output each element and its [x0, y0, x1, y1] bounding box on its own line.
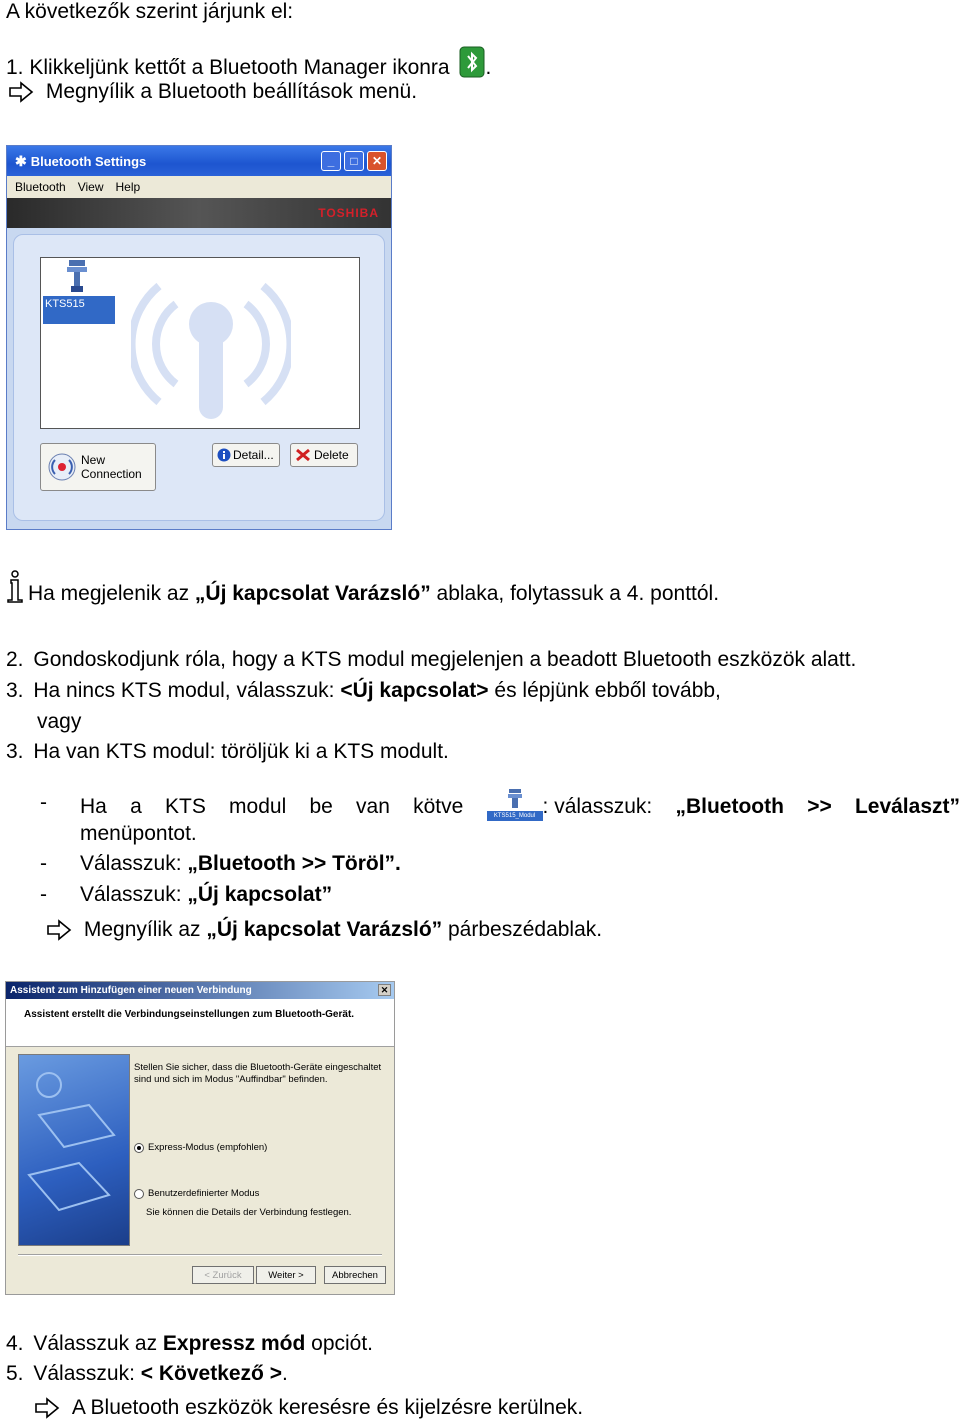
bullet3-pre: Válasszuk:	[80, 883, 188, 906]
bluetooth-icon: ✱	[15, 152, 27, 169]
bullets-result-bold: „Új kapcsolat Varázsló”	[206, 918, 443, 941]
radio-custom-label: Benutzerdefinierter Modus	[148, 1188, 260, 1199]
bullet1-after: : válasszuk:	[542, 795, 653, 818]
radio-express-mode[interactable]	[134, 1142, 267, 1153]
result-arrow-icon	[46, 919, 72, 941]
bullet1-word: be	[309, 795, 333, 818]
bullet1-line2: menüpontot.	[80, 822, 197, 845]
wizard-illustration	[18, 1054, 130, 1246]
step4-bold: Expressz mód	[162, 1332, 306, 1355]
bullet3-bold: „Új kapcsolat”	[187, 883, 333, 906]
step5-pre: Válasszuk:	[33, 1362, 141, 1385]
wizard-title: Assistent zum Hinzufügen einer neuen Verbindung	[10, 985, 252, 996]
info-icon	[217, 448, 231, 462]
step2-number: 2.	[6, 648, 24, 671]
menu-view[interactable]: View	[77, 180, 104, 194]
wizard-title-bar[interactable]	[6, 982, 394, 999]
device-item-kts515[interactable]: KTS515	[43, 296, 115, 324]
new-connection-icon	[47, 452, 77, 482]
bullet2-dash: -	[40, 852, 47, 875]
step1-result	[8, 80, 417, 104]
step4-pre: Válasszuk az	[33, 1332, 163, 1355]
step3b	[6, 740, 449, 764]
step3a-pre: Ha nincs KTS modul, válasszuk:	[33, 679, 341, 702]
intro-text: A következők szerint járjunk el:	[6, 0, 294, 23]
step3b-text: Ha van KTS modul: töröljük ki a KTS modult.	[33, 740, 449, 763]
bullet1-word: Ha	[80, 795, 107, 818]
step3a-number: 3.	[6, 679, 24, 702]
bullets-result	[46, 918, 602, 942]
bullet2	[80, 852, 401, 876]
bullet1-word: modul	[229, 795, 287, 818]
wizard-header: Assistent erstellt die Verbindungseinstellungen zum Bluetooth-Gerät.	[6, 999, 394, 1047]
menu-help[interactable]: Help	[115, 180, 141, 194]
step2	[6, 648, 856, 672]
step1-text: Klikkeljünk kettőt a Bluetooth Manager ikonra	[29, 56, 450, 79]
bullet1-word: KTS	[164, 795, 206, 818]
result-arrow-icon	[8, 81, 34, 103]
bt-menubar	[7, 176, 391, 198]
bullet3-dash: -	[40, 883, 47, 906]
info-note-icon	[6, 570, 28, 604]
note	[6, 570, 719, 606]
bullet1-bold-1: „Bluetooth	[675, 795, 784, 818]
toshiba-logo: TOSHIBA	[318, 206, 379, 220]
step1-suffix: .	[485, 56, 492, 79]
kts-device-icon	[65, 260, 89, 294]
bt-title-bar[interactable]	[7, 146, 391, 176]
bluetooth-settings-window	[6, 145, 392, 530]
wizard-separator	[18, 1254, 382, 1256]
step1-number: 1.	[6, 56, 24, 79]
step3b-number: 3.	[6, 740, 24, 763]
step3a-bold: <Új kapcsolat>	[340, 679, 489, 702]
delete-button[interactable]	[290, 443, 358, 467]
step4-post: opciót.	[305, 1332, 374, 1355]
step3a-line2: vagy	[37, 710, 82, 733]
bullet1-bold-3: Leválaszt”	[854, 795, 960, 818]
back-button[interactable]: < Zurück	[192, 1266, 254, 1284]
result-arrow-icon	[34, 1397, 60, 1419]
new-connection-button[interactable]	[40, 443, 156, 491]
maximize-button[interactable]: □	[344, 151, 364, 171]
detail-label: Detail...	[233, 448, 274, 462]
step4-number: 4.	[6, 1332, 24, 1355]
wizard-window	[5, 981, 395, 1295]
note-post: ablaka, folytassuk a 4. ponttól.	[430, 582, 720, 605]
step3a	[6, 679, 721, 703]
bullet1-word: kötve	[413, 795, 464, 818]
menu-bluetooth[interactable]: Bluetooth	[15, 180, 66, 194]
bullet1-word: a	[130, 795, 142, 818]
wizard-instruction: Stellen Sie sicher, dass die Bluetooth-Geräte eingeschaltet sind und sich im Modus "Auffindbar" befinden.	[134, 1062, 382, 1085]
bullets-result-post: párbeszédablak.	[442, 918, 603, 941]
radio-selected-icon	[134, 1143, 144, 1153]
radio-unselected-icon	[134, 1189, 144, 1199]
radio-custom-desc: Sie können die Details der Verbindung festlegen.	[146, 1207, 352, 1218]
next-button[interactable]: Weiter >	[256, 1266, 316, 1284]
new-connection-label-1: New	[81, 453, 106, 467]
device-list[interactable]	[40, 257, 360, 429]
step3a-post: és lépjünk ebből tovább,	[488, 679, 721, 702]
bullet3	[80, 883, 332, 907]
final-result-text: A Bluetooth eszközök keresésre és kijelzésre kerülnek.	[71, 1396, 584, 1419]
note-pre: Ha megjelenik az	[28, 582, 195, 605]
step1	[6, 46, 491, 80]
bt-body	[13, 234, 385, 521]
bullet2-pre: Válasszuk:	[80, 852, 188, 875]
bt-banner	[7, 198, 391, 228]
wizard-close-button[interactable]: ✕	[378, 984, 391, 996]
delete-x-icon	[295, 448, 311, 462]
bullet1-dash: -	[40, 791, 47, 814]
bullet1-word: van	[356, 795, 390, 818]
kts-module-icon	[487, 791, 543, 823]
bullet1-bold-2: >>	[807, 795, 832, 818]
new-connection-label-2: Connection	[81, 467, 142, 481]
bluetooth-wave-watermark	[131, 264, 291, 424]
minimize-button[interactable]: _	[321, 151, 341, 171]
bullet2-bold: „Bluetooth >> Töröl”.	[187, 852, 401, 875]
close-button[interactable]: ✕	[367, 151, 387, 171]
step5-post: .	[281, 1362, 288, 1385]
final-result	[34, 1396, 583, 1420]
kts-module-icon-label: KTS515_Modul	[487, 811, 543, 821]
bt-window-title: Bluetooth Settings	[30, 153, 147, 169]
radio-express-label: Express-Modus (empfohlen)	[148, 1142, 268, 1153]
bullets-result-pre: Megnyílik az	[83, 918, 207, 941]
detail-button[interactable]	[212, 443, 280, 467]
bluetooth-manager-icon	[459, 46, 485, 78]
bullet1-line	[80, 791, 960, 823]
cancel-button[interactable]: Abbrechen	[324, 1266, 386, 1284]
step4	[6, 1332, 373, 1356]
step5	[6, 1362, 288, 1386]
note-bold: „Új kapcsolat Varázsló”	[194, 582, 431, 605]
step5-bold: < Következő >	[140, 1362, 282, 1385]
delete-label: Delete	[314, 448, 349, 462]
radio-custom-mode[interactable]	[134, 1188, 259, 1199]
step2-text: Gondoskodjunk róla, hogy a KTS modul megjelenjen a beadott Bluetooth eszközök alatt.	[33, 648, 857, 671]
step1-result-text: Megnyílik a Bluetooth beállítások menü.	[45, 80, 418, 103]
step5-number: 5.	[6, 1362, 24, 1385]
